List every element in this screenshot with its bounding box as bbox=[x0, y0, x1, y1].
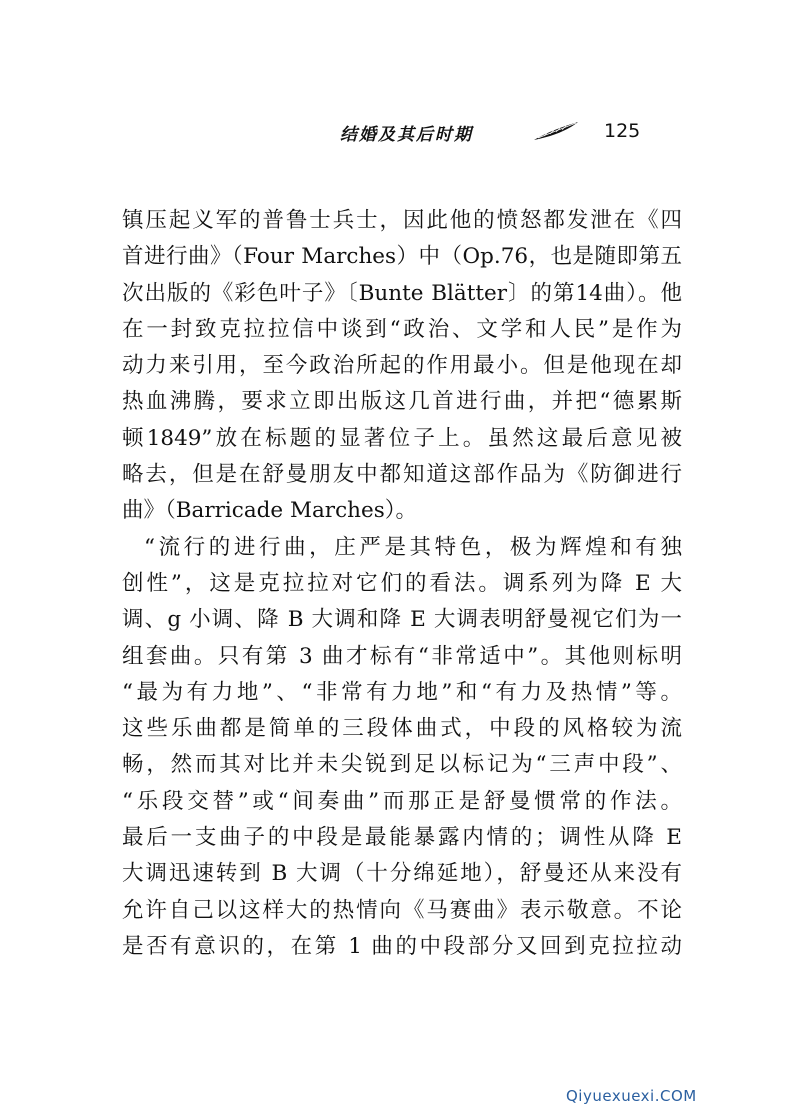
text-line: 调、g 小调、降 B 大调和降 E 大调表明舒曼视它们为一 bbox=[122, 607, 682, 633]
text-line: “流行的进行曲，庄严是其特色，极为辉煌和有独 bbox=[144, 534, 682, 560]
text-line: 热血沸腾，要求立即出版这几首进行曲，并把“德累斯 bbox=[122, 389, 682, 415]
text-line: 组套曲。只有第 3 曲才标有“非常适中”。其他则标明 bbox=[122, 643, 682, 669]
text-line: 顿1849”放在标题的显著位子上。虽然这最后意见被 bbox=[122, 425, 682, 451]
text-line: 略去，但是在舒曼朋友中都知道这部作品为《防御进行 bbox=[122, 462, 682, 488]
text-line: “乐段交替”或“间奏曲”而那正是舒曼惯常的作法。 bbox=[122, 788, 682, 814]
text-line: 这些乐曲都是简单的三段体曲式，中段的风格较为流 bbox=[122, 716, 682, 742]
text-line: “最为有力地”、“非常有力地”和“有力及热情”等。 bbox=[122, 679, 682, 705]
text-line: 曲》（Barricade Marches）。 bbox=[122, 498, 417, 524]
feather-ornament-icon bbox=[532, 120, 580, 142]
text-line: 动力来引用，至今政治所起的作用最小。但是他现在却 bbox=[122, 353, 682, 379]
text-line: 创性”，这是克拉拉对它们的看法。调系列为降 E 大 bbox=[122, 570, 682, 596]
text-line: 畅，然而其对比并未尖锐到足以标记为“三声中段”、 bbox=[122, 752, 682, 778]
text-line: 次出版的《彩色叶子》〔Bunte Blätter〕的第14曲）。他 bbox=[122, 280, 682, 306]
running-head bbox=[340, 116, 670, 146]
text-line: 最后一支曲子的中段是最能暴露内情的；调性从降 E bbox=[122, 825, 682, 851]
page-number: 125 bbox=[604, 120, 641, 142]
chapter-title: 结婚及其后时期 bbox=[340, 125, 473, 145]
text-line: 是否有意识的，在第 1 曲的中段部分又回到克拉拉动 bbox=[122, 933, 682, 959]
text-line: 镇压起义军的普鲁士兵士，因此他的愤怒都发泄在《四 bbox=[122, 208, 682, 233]
site-watermark: Qiyuexuexi.COM bbox=[566, 1087, 697, 1105]
body-text bbox=[122, 203, 682, 965]
text-line: 在一封致克拉拉信中谈到“政治、文学和人民”是作为 bbox=[122, 316, 682, 342]
text-line: 首进行曲》（Four Marches）中（Op.76，也是随即第五 bbox=[122, 244, 682, 270]
text-line: 大调迅速转到 B 大调（十分绵延地），舒曼还从来没有 bbox=[122, 861, 682, 887]
text-line: 允许自己以这样大的热情向《马赛曲》表示敬意。不论 bbox=[122, 897, 682, 923]
